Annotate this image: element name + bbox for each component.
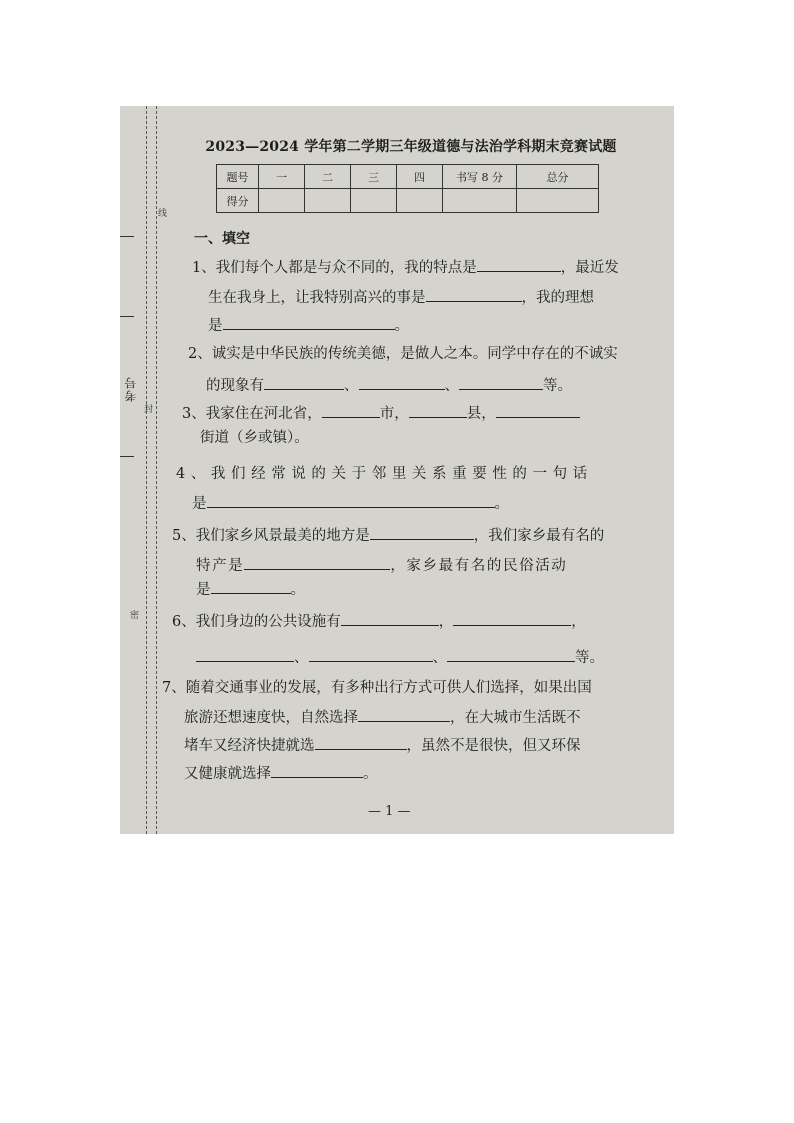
question-2-line-2 bbox=[206, 374, 572, 396]
answer-blank[interactable] bbox=[211, 578, 291, 594]
question-7-line-4 bbox=[184, 762, 378, 784]
question-text: 堵车又经济快捷就选 bbox=[184, 738, 315, 754]
question-text: 生在我身上，让我特别高兴的事是 bbox=[208, 290, 426, 306]
score-table bbox=[216, 164, 599, 213]
score-table-header-row bbox=[217, 165, 599, 189]
answer-blank[interactable] bbox=[196, 646, 294, 662]
score-cell[interactable] bbox=[517, 189, 599, 213]
answer-blank[interactable] bbox=[207, 492, 495, 508]
question-5-line-3 bbox=[196, 578, 305, 600]
score-cell[interactable] bbox=[305, 189, 351, 213]
answer-blank[interactable] bbox=[477, 256, 561, 272]
score-cell[interactable] bbox=[397, 189, 443, 213]
separator: ， bbox=[438, 614, 454, 630]
question-5-line-1 bbox=[172, 524, 604, 546]
answer-blank[interactable] bbox=[322, 402, 380, 418]
separator: 、 bbox=[344, 378, 359, 394]
question-text: 6、我们身边的公共设施有 bbox=[172, 614, 341, 630]
question-text: 3、我家住在河北省， bbox=[182, 406, 322, 422]
question-text: 县， bbox=[466, 406, 496, 422]
question-text: ，我们家乡最有名的 bbox=[473, 528, 605, 544]
question-text: 等。 bbox=[543, 378, 572, 394]
question-text: 。 bbox=[290, 582, 305, 598]
question-1-line-2 bbox=[208, 286, 594, 308]
answer-blank[interactable] bbox=[426, 286, 522, 302]
answer-blank[interactable] bbox=[459, 374, 543, 390]
margin-tick bbox=[120, 456, 134, 457]
question-text: 2、诚实是中华民族的传统美德，是做人之本。同学中存在的不诚实 bbox=[188, 346, 618, 362]
question-4-line-1 bbox=[176, 464, 593, 484]
question-text: 。 bbox=[363, 766, 378, 782]
margin-tick bbox=[120, 316, 134, 317]
score-table-header-cell: 总分 bbox=[517, 165, 599, 189]
separator: 、 bbox=[294, 650, 309, 666]
seal-line-inner bbox=[156, 106, 157, 834]
question-text: 的现象有 bbox=[206, 378, 264, 394]
answer-blank[interactable] bbox=[341, 610, 439, 626]
question-text: 街道（乡或镇）。 bbox=[200, 430, 309, 446]
answer-blank[interactable] bbox=[447, 646, 575, 662]
question-2-line-1 bbox=[188, 344, 618, 364]
question-1-line-3 bbox=[208, 314, 409, 336]
seal-char-seal: 封 bbox=[144, 405, 154, 415]
answer-blank[interactable] bbox=[453, 610, 571, 626]
question-7-line-3 bbox=[184, 734, 581, 756]
question-text: 。 bbox=[394, 318, 409, 334]
question-text: 1、我们每个人都是与众不同的，我的特点是 bbox=[192, 260, 477, 276]
score-table-header-cell: 四 bbox=[397, 165, 443, 189]
question-text: 又健康就选择 bbox=[184, 766, 271, 782]
question-text: 。 bbox=[494, 496, 509, 512]
score-table-score-row bbox=[217, 189, 599, 213]
question-6-line-2 bbox=[196, 646, 604, 668]
score-table-header-cell: 书写 8 分 bbox=[443, 165, 517, 189]
answer-blank[interactable] bbox=[409, 402, 467, 418]
question-4-line-2 bbox=[192, 492, 509, 514]
answer-blank[interactable] bbox=[315, 734, 407, 750]
seal-line-outer bbox=[146, 106, 147, 834]
question-text: 特产是 bbox=[196, 558, 245, 574]
question-7-line-1 bbox=[162, 678, 592, 698]
score-table-header-cell: 一 bbox=[259, 165, 305, 189]
answer-blank[interactable] bbox=[223, 314, 395, 330]
question-text: 是 bbox=[192, 496, 207, 512]
separator: 、 bbox=[444, 378, 459, 394]
answer-blank[interactable] bbox=[370, 524, 474, 540]
answer-blank[interactable] bbox=[271, 762, 363, 778]
score-table-header-cell: 题号 bbox=[217, 165, 259, 189]
answer-blank[interactable] bbox=[496, 402, 580, 418]
question-7-line-2 bbox=[184, 706, 581, 728]
answer-blank[interactable] bbox=[358, 706, 450, 722]
question-text: ，在大城市生活既不 bbox=[450, 710, 581, 726]
question-text: ，虽然不是很快，但又环保 bbox=[406, 738, 581, 754]
answer-blank[interactable] bbox=[359, 374, 445, 390]
question-1-line-1 bbox=[192, 256, 619, 278]
score-cell[interactable] bbox=[443, 189, 517, 213]
score-table-header-cell: 二 bbox=[305, 165, 351, 189]
score-table-header-cell: 三 bbox=[351, 165, 397, 189]
score-cell[interactable] bbox=[351, 189, 397, 213]
separator: 、 bbox=[432, 650, 447, 666]
answer-blank[interactable] bbox=[264, 374, 344, 390]
exam-paper-photo bbox=[120, 106, 674, 834]
question-5-line-2 bbox=[196, 554, 567, 576]
question-text: 等。 bbox=[575, 650, 604, 666]
question-text: 是 bbox=[208, 318, 223, 334]
section-title-fill-in: 一、填空 bbox=[194, 231, 250, 247]
question-6-line-1 bbox=[172, 610, 586, 632]
seal-char-line: 线 bbox=[158, 209, 168, 219]
answer-blank[interactable] bbox=[309, 646, 433, 662]
question-text: 旅游还想速度快，自然选择 bbox=[184, 710, 358, 726]
exam-title: 2023—2024 学年第二学期三年级道德与法治学科期末竞赛试题 bbox=[205, 139, 617, 155]
separator: ， bbox=[571, 614, 586, 630]
question-3-line-2 bbox=[200, 428, 309, 448]
margin-tick bbox=[120, 236, 134, 237]
question-text: ，家乡最有名的民俗活动 bbox=[390, 558, 568, 574]
question-text: 是 bbox=[196, 582, 211, 598]
question-text: 市， bbox=[379, 406, 409, 422]
question-text: 7、随着交通事业的发展，有多种出行方式可供人们选择，如果出国 bbox=[162, 680, 592, 696]
seal-char-secret: 密 bbox=[130, 611, 140, 621]
question-text: ，最近发 bbox=[560, 260, 619, 276]
question-text: ，我的理想 bbox=[521, 290, 594, 306]
page-number: — 1 — bbox=[368, 804, 411, 819]
question-3-line-1 bbox=[182, 402, 580, 424]
score-cell[interactable] bbox=[259, 189, 305, 213]
question-text: 4、我们经常说的关于邻里关系重要性的一句话 bbox=[176, 466, 593, 482]
answer-blank[interactable] bbox=[244, 554, 390, 570]
exam-number-label: 考号 bbox=[124, 376, 138, 402]
question-text: 5、我们家乡风景最美的地方是 bbox=[172, 528, 370, 544]
score-row-label: 得分 bbox=[217, 189, 259, 213]
